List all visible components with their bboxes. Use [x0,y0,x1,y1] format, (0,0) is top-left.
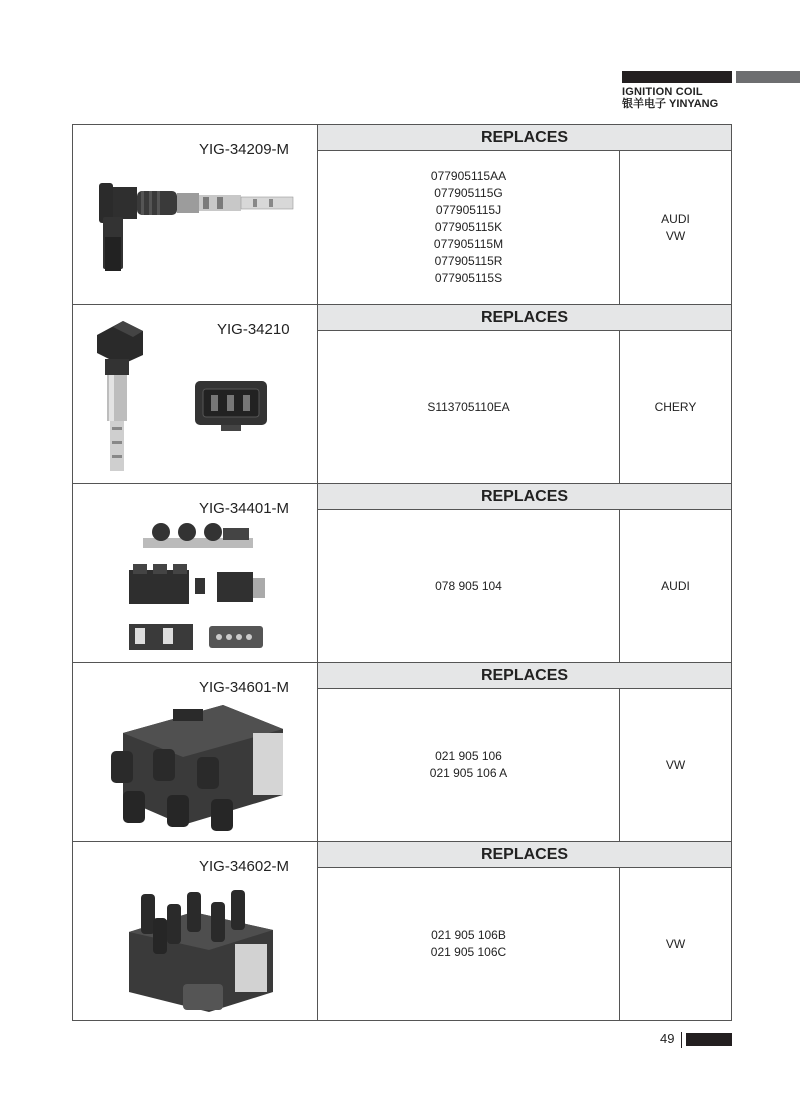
oem-number: 077905115R [434,254,503,268]
vehicle-brand-cell [620,331,731,483]
product-code: YIG-34601-M [199,679,290,696]
product-row [73,304,731,483]
replaces-header: REPLACES [318,842,731,868]
vehicle-brand-cell [620,510,731,662]
section-title: IGNITION COIL [622,86,703,98]
oem-number: S113705110EA [427,399,510,414]
coil-pack-image [103,699,293,837]
oem-number: 077905115G [434,186,503,200]
product-code: YIG-34210 [217,321,290,338]
oem-number-list [435,578,502,595]
oem-numbers-cell [318,151,620,304]
vehicle-brand: AUDI [661,211,690,226]
vehicle-brand: VW [665,757,686,772]
oem-number: 078 905 104 [435,578,502,593]
product-row [73,841,731,1020]
vehicle-brand: CHERY [654,399,697,414]
product-row [73,662,731,841]
oem-number: 021 905 106 [435,749,502,763]
oem-number: 021 905 106 A [429,766,508,780]
oem-number: 077905115J [435,203,502,217]
coil-pack-image [123,888,283,1016]
oem-number-list [430,748,507,782]
vehicle-brand-cell [620,151,731,304]
vehicle-brand-list [661,211,690,245]
oem-numbers-cell [318,868,620,1020]
pencil-ignition-coil-image [87,315,177,475]
oem-number: 021 905 106C [430,945,507,959]
product-image-cell [73,305,318,483]
oem-number: 077905115K [434,220,503,234]
product-code: YIG-34401-M [199,500,290,517]
oem-number: 021 905 106B [431,928,506,942]
product-image-cell [73,842,318,1020]
replaces-header: REPLACES [318,484,731,510]
header-bar-dark [622,71,732,83]
pencil-ignition-coil-image [91,177,301,277]
replaces-header: REPLACES [318,125,731,151]
oem-numbers-cell [318,331,620,483]
oem-number-list [427,399,509,416]
coil-pack-views-image [123,518,273,658]
vehicle-brand-list [661,578,690,595]
product-image-cell [73,663,318,841]
vehicle-brand-cell [620,689,731,841]
oem-number: 077905115M [433,237,504,251]
vehicle-brand: VW [665,936,686,951]
oem-number-list [431,927,506,961]
vehicle-brand-list [666,936,685,953]
page-number-separator [681,1032,682,1048]
product-image-cell [73,125,318,304]
product-row [73,483,731,662]
oem-number: 077905115S [434,271,503,285]
replaces-header: REPLACES [318,305,731,331]
vehicle-brand: AUDI [661,578,690,593]
vehicle-brand-list [666,757,685,774]
brand-name: 银羊电子 YINYANG [622,98,719,110]
oem-numbers-cell [318,689,620,841]
oem-numbers-cell [318,510,620,662]
vehicle-brand-cell [620,868,731,1020]
product-code: YIG-34209-M [199,141,290,158]
vehicle-brand: VW [665,228,686,243]
replaces-header: REPLACES [318,663,731,689]
vehicle-brand-list [655,399,697,416]
coil-connector-image [191,375,271,435]
catalog-table [72,124,732,1021]
product-code: YIG-34602-M [199,858,290,875]
oem-number: 077905115AA [430,169,507,183]
page-number: 49 [660,1031,675,1046]
oem-number-list [431,168,506,287]
header-bar-gray [736,71,800,83]
product-image-cell [73,484,318,662]
product-row [73,125,731,304]
footer-bar [686,1033,732,1046]
